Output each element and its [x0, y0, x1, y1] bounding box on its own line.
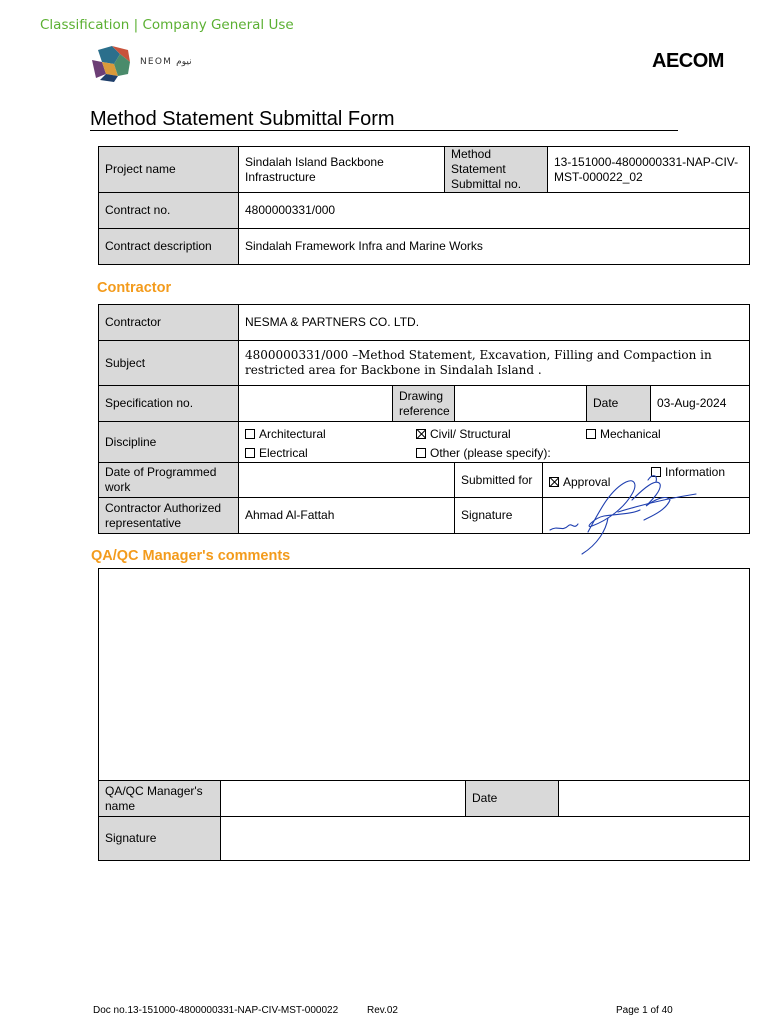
signature-label: Signature — [455, 498, 543, 534]
discipline-electrical[interactable]: Electrical — [245, 446, 308, 461]
project-name-value: Sindalah Island Backbone Infrastructure — [239, 147, 445, 193]
ms-number-label: Method Statement Submittal no. — [445, 147, 548, 193]
qaqc-signature-cell[interactable] — [221, 817, 750, 861]
authorized-rep-value: Ahmad Al-Fattah — [239, 498, 455, 534]
qaqc-section-heading: QA/QC Manager's comments — [91, 548, 291, 564]
contract-no-label: Contract no. — [99, 193, 239, 229]
handwritten-signature — [548, 470, 698, 565]
date-label: Date — [587, 386, 651, 422]
qaqc-date-label: Date — [466, 781, 559, 817]
discipline-label: Discipline — [99, 422, 239, 463]
contract-no-value: 4800000331/000 — [239, 193, 750, 229]
date-value: 03-Aug-2024 — [651, 386, 750, 422]
aecom-logo: AECOM — [652, 50, 724, 72]
signature-icon — [548, 470, 698, 560]
drawing-reference-value — [455, 386, 587, 422]
subject-value: 4800000331/000 –Method Statement, Excavation, Filling and Compaction in restricted area for Backbone in Sindalah Island . — [239, 341, 750, 386]
programmed-work-value — [239, 463, 455, 498]
submitted-approval[interactable]: Approval — [549, 475, 610, 490]
subject-label: Subject — [99, 341, 239, 386]
footer-revision: Rev.02 — [367, 1005, 398, 1016]
submitted-information[interactable]: Information — [651, 465, 725, 480]
specification-value — [239, 386, 393, 422]
neom-logo-icon — [90, 44, 134, 82]
qaqc-date-value[interactable] — [559, 781, 750, 817]
page-title: Method Statement Submittal Form — [90, 108, 395, 130]
electrical-checkbox[interactable] — [245, 448, 255, 458]
contract-description-value: Sindalah Framework Infra and Marine Works — [239, 229, 750, 265]
discipline-options — [239, 422, 750, 463]
qaqc-comments-box[interactable] — [99, 569, 750, 781]
programmed-work-label: Date of Programmed work — [99, 463, 239, 498]
qaqc-table — [98, 568, 750, 861]
qaqc-manager-name-label: QA/QC Manager's name — [99, 781, 221, 817]
discipline-mechanical[interactable]: Mechanical — [586, 427, 661, 442]
footer-page-number: Page 1 of 40 — [616, 1005, 673, 1016]
qaqc-manager-name-value[interactable] — [221, 781, 466, 817]
neom-logo — [90, 44, 134, 87]
specification-label: Specification no. — [99, 386, 239, 422]
drawing-reference-label: Drawing reference — [393, 386, 455, 422]
classification-label: Classification | Company General Use — [40, 17, 294, 33]
mechanical-checkbox[interactable] — [586, 429, 596, 439]
architectural-checkbox[interactable] — [245, 429, 255, 439]
discipline-civil-structural[interactable]: Civil/ Structural — [416, 427, 511, 442]
ms-number-value: 13-151000-4800000331-NAP-CIV-MST-000022_02 — [548, 147, 750, 193]
neom-wordmark: NEOM نيوم — [140, 57, 192, 67]
contractor-label: Contractor — [99, 305, 239, 341]
discipline-other[interactable]: Other (please specify): — [416, 446, 551, 461]
submitted-for-label: Submitted for — [455, 463, 543, 498]
footer-doc-number: Doc no.13-151000-4800000331-NAP-CIV-MST-000022 — [93, 1005, 339, 1016]
project-table — [98, 146, 750, 265]
contract-description-label: Contract description — [99, 229, 239, 265]
other-checkbox[interactable] — [416, 448, 426, 458]
project-name-label: Project name — [99, 147, 239, 193]
contractor-value: NESMA & PARTNERS CO. LTD. — [239, 305, 750, 341]
contractor-section-heading: Contractor — [97, 280, 172, 296]
civil-structural-checkbox[interactable] — [416, 429, 426, 439]
title-underline — [90, 130, 678, 131]
discipline-architectural[interactable]: Architectural — [245, 427, 326, 442]
authorized-rep-label: Contractor Authorized representative — [99, 498, 239, 534]
qaqc-signature-label: Signature — [99, 817, 221, 861]
